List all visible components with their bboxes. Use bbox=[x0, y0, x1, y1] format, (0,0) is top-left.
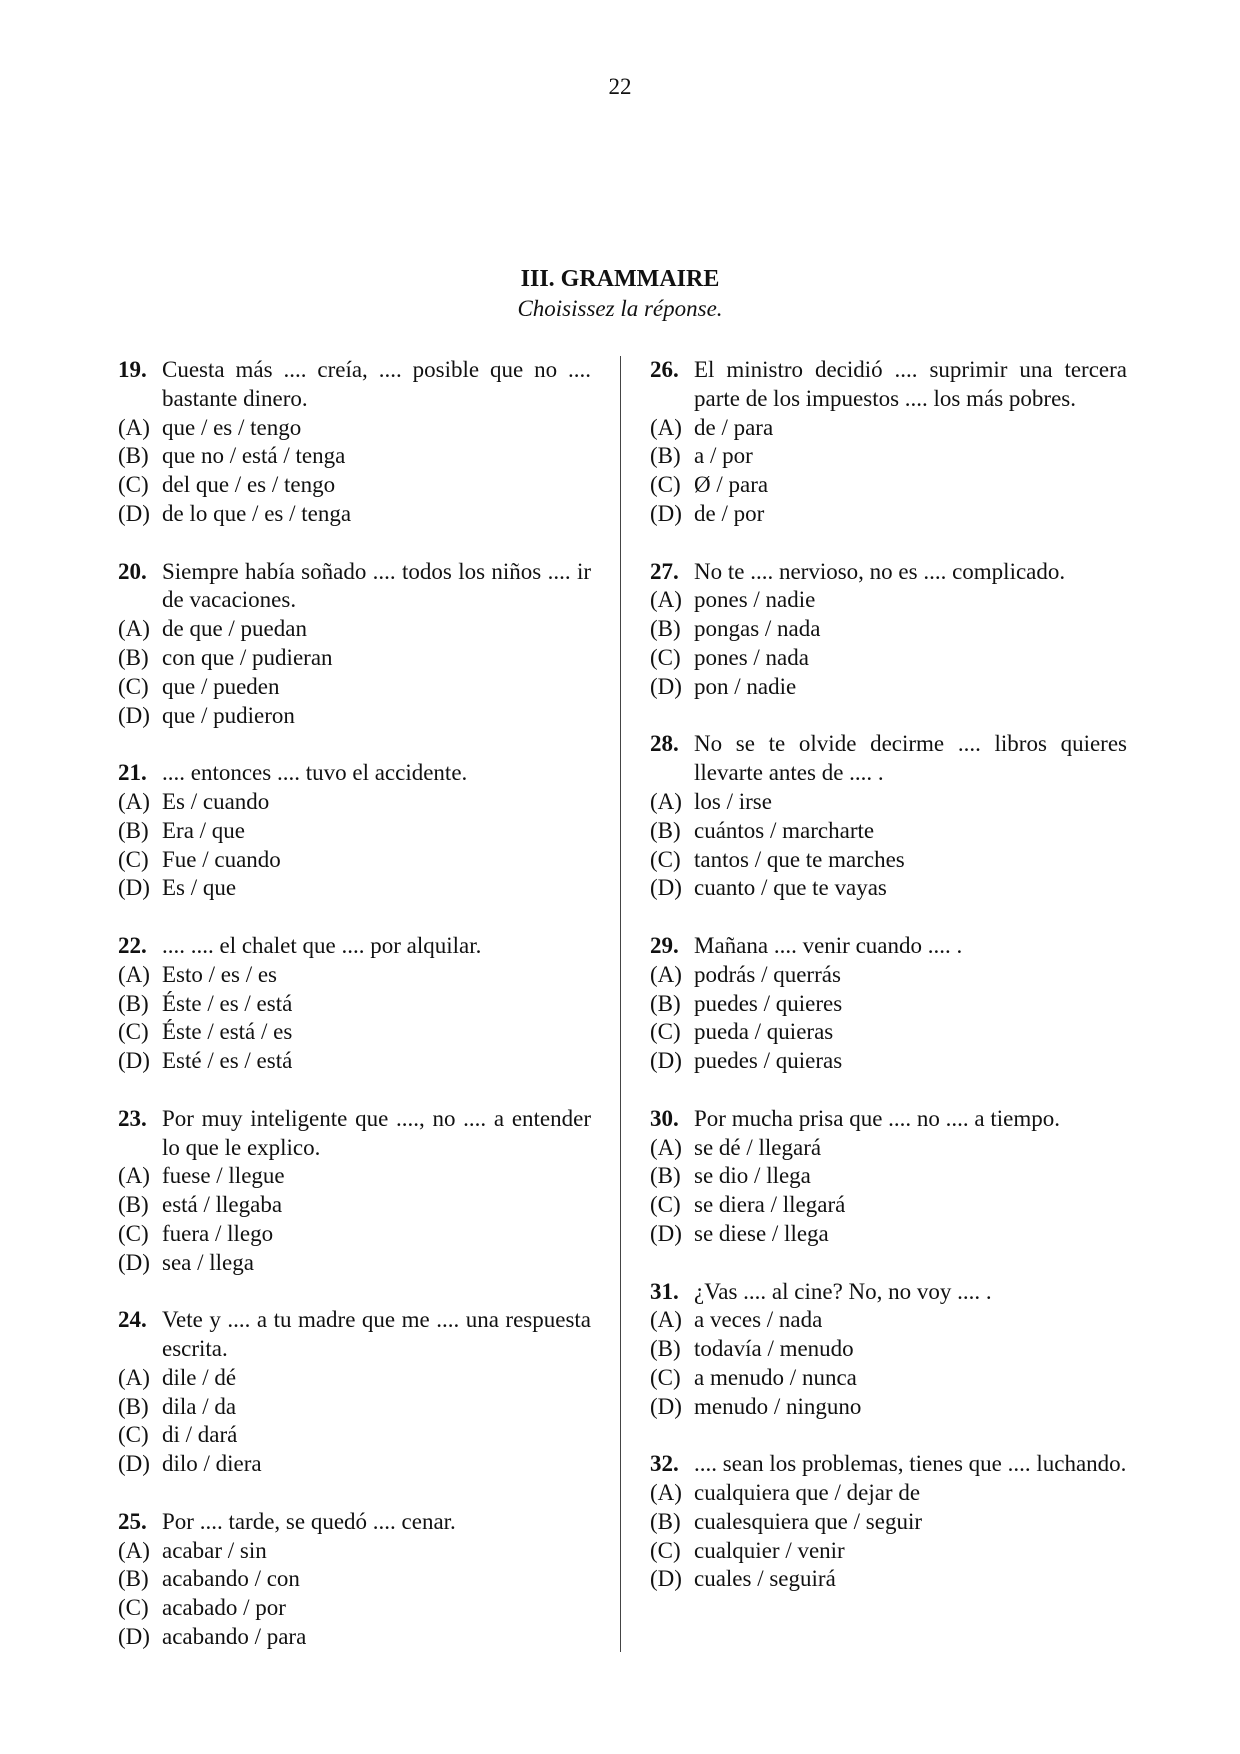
option-text: todavía / menudo bbox=[694, 1336, 854, 1362]
option-text: de que / puedan bbox=[162, 616, 307, 642]
option-text: tantos / que te marches bbox=[694, 846, 905, 872]
question-29 bbox=[650, 932, 1127, 1076]
answer-option bbox=[650, 414, 1127, 443]
question-number: 29. bbox=[650, 932, 679, 958]
option-text: a veces / nada bbox=[694, 1307, 823, 1333]
answer-option bbox=[118, 1191, 591, 1220]
question-text: El ministro decidió .... suprimir una tercera parte de los impuestos .... los más pobres. bbox=[694, 357, 1127, 411]
option-text: cuanto / que te vayas bbox=[694, 875, 887, 901]
question-28 bbox=[650, 730, 1127, 903]
option-letter: (C) bbox=[118, 673, 149, 699]
option-letter: (A) bbox=[650, 788, 682, 814]
option-text: cualesquiera que / seguir bbox=[694, 1508, 922, 1534]
answer-option bbox=[650, 1393, 1127, 1422]
answer-option bbox=[650, 673, 1127, 702]
question-text: Por muy inteligente que ...., no .... a entender lo que le explico. bbox=[162, 1105, 591, 1160]
question-30 bbox=[650, 1105, 1127, 1249]
option-letter: (D) bbox=[650, 1048, 682, 1074]
option-text: acabar / sin bbox=[162, 1537, 267, 1563]
option-letter: (B) bbox=[650, 990, 681, 1016]
option-text: se dé / llegará bbox=[694, 1134, 822, 1160]
answer-option bbox=[118, 1594, 591, 1623]
section-header bbox=[0, 264, 1240, 324]
option-text: que / es / tengo bbox=[162, 414, 302, 440]
option-letter: (A) bbox=[118, 1537, 150, 1563]
answer-option bbox=[118, 500, 591, 529]
question-number: 26. bbox=[650, 357, 679, 382]
option-text: pueda / quieras bbox=[694, 1019, 834, 1045]
answer-option bbox=[118, 673, 591, 702]
question-text: Por mucha prisa que .... no .... a tiempo. bbox=[694, 1105, 1061, 1131]
question-text: Vete y .... a tu madre que me .... una respuesta escrita. bbox=[162, 1307, 591, 1362]
question-text: .... entonces .... tuvo el accidente. bbox=[162, 760, 468, 786]
answer-option bbox=[650, 471, 1127, 500]
answer-option bbox=[118, 788, 591, 817]
answer-option bbox=[118, 702, 591, 731]
answer-option bbox=[118, 471, 591, 500]
option-text: Es / cuando bbox=[162, 788, 270, 814]
option-letter: (D) bbox=[118, 1451, 150, 1477]
answer-option bbox=[650, 1335, 1127, 1364]
option-letter: (A) bbox=[650, 961, 682, 987]
answer-option bbox=[650, 442, 1127, 471]
option-text: dile / dé bbox=[162, 1364, 237, 1390]
answer-option bbox=[650, 1220, 1127, 1249]
question-stem bbox=[650, 1105, 1127, 1134]
question-stem bbox=[118, 356, 591, 414]
answer-option bbox=[118, 1162, 591, 1191]
option-text: cuántos / marcharte bbox=[694, 817, 875, 843]
answer-option bbox=[118, 1623, 591, 1652]
option-text: se diese / llega bbox=[694, 1220, 829, 1246]
option-text: Ø / para bbox=[694, 472, 769, 498]
option-letter: (B) bbox=[118, 1192, 149, 1218]
answer-option bbox=[650, 644, 1127, 673]
question-text: Cuesta más .... creía, .... posible que no .... bastante dinero. bbox=[162, 357, 591, 411]
option-text: dila / da bbox=[162, 1393, 237, 1419]
option-letter: (C) bbox=[650, 1364, 681, 1390]
question-stem bbox=[118, 932, 591, 961]
page-number: 22 bbox=[608, 74, 632, 99]
option-letter: (B) bbox=[650, 616, 681, 642]
question-stem bbox=[118, 1306, 591, 1364]
answer-option bbox=[118, 874, 591, 903]
answer-option bbox=[118, 1018, 591, 1047]
option-letter: (B) bbox=[118, 817, 149, 843]
option-letter: (D) bbox=[118, 875, 150, 901]
option-text: que / pueden bbox=[162, 673, 280, 699]
question-stem bbox=[650, 932, 1127, 961]
answer-option bbox=[118, 442, 591, 471]
answer-option bbox=[650, 500, 1127, 529]
question-31 bbox=[650, 1278, 1127, 1422]
option-letter: (C) bbox=[650, 644, 681, 670]
answer-option bbox=[650, 846, 1127, 875]
option-letter: (C) bbox=[118, 1019, 149, 1045]
option-letter: (B) bbox=[118, 644, 149, 670]
option-letter: (D) bbox=[650, 673, 682, 699]
answer-option bbox=[118, 990, 591, 1019]
answer-option bbox=[118, 1537, 591, 1566]
option-letter: (B) bbox=[118, 1393, 149, 1419]
question-text: No te .... nervioso, no es .... complicado. bbox=[694, 558, 1066, 584]
option-text: pones / nadie bbox=[694, 587, 816, 613]
option-text: acabando / para bbox=[162, 1624, 307, 1650]
question-text: ¿Vas .... al cine? No, no voy .... . bbox=[694, 1278, 992, 1304]
option-text: cualquiera que / dejar de bbox=[694, 1480, 921, 1506]
answer-option bbox=[650, 874, 1127, 903]
option-letter: (A) bbox=[118, 788, 150, 814]
option-letter: (A) bbox=[650, 1480, 682, 1506]
question-stem bbox=[650, 1450, 1127, 1479]
question-22 bbox=[118, 932, 591, 1076]
answer-option bbox=[650, 1018, 1127, 1047]
question-text: .... sean los problemas, tienes que .... luchando. bbox=[694, 1451, 1127, 1477]
option-letter: (C) bbox=[650, 1019, 681, 1045]
answer-option bbox=[118, 1220, 591, 1249]
question-number: 32. bbox=[650, 1451, 679, 1477]
question-number: 22. bbox=[118, 932, 147, 958]
option-letter: (D) bbox=[650, 1220, 682, 1246]
question-number: 27. bbox=[650, 558, 679, 584]
answer-option bbox=[650, 1191, 1127, 1220]
question-stem bbox=[650, 1278, 1127, 1307]
question-23 bbox=[118, 1105, 591, 1278]
answer-option bbox=[650, 1047, 1127, 1076]
question-20 bbox=[118, 558, 591, 731]
option-text: cuales / seguirá bbox=[694, 1566, 836, 1592]
answer-option bbox=[650, 1364, 1127, 1393]
answer-option bbox=[118, 414, 591, 443]
option-letter: (C) bbox=[118, 1595, 149, 1621]
option-text: a menudo / nunca bbox=[694, 1364, 857, 1390]
option-letter: (A) bbox=[118, 1163, 150, 1189]
question-stem bbox=[118, 759, 591, 788]
option-letter: (D) bbox=[650, 1393, 682, 1419]
question-stem bbox=[650, 356, 1127, 414]
option-letter: (B) bbox=[650, 1336, 681, 1362]
option-text: dilo / diera bbox=[162, 1451, 262, 1477]
answer-option bbox=[650, 990, 1127, 1019]
section-title: III. GRAMMAIRE bbox=[520, 266, 720, 292]
option-letter: (D) bbox=[118, 500, 150, 526]
answer-option bbox=[650, 586, 1127, 615]
question-stem bbox=[650, 558, 1127, 587]
option-text: de lo que / es / tenga bbox=[162, 500, 352, 526]
option-text: de / para bbox=[694, 414, 774, 440]
answer-option bbox=[650, 817, 1127, 846]
option-letter: (C) bbox=[650, 846, 681, 872]
answer-option bbox=[118, 1450, 591, 1479]
question-number: 20. bbox=[118, 558, 147, 584]
option-letter: (B) bbox=[650, 817, 681, 843]
answer-option bbox=[650, 1479, 1127, 1508]
answer-option bbox=[118, 1421, 591, 1450]
answer-option bbox=[650, 1537, 1127, 1566]
option-text: Éste / es / está bbox=[162, 990, 293, 1016]
answer-option bbox=[650, 1306, 1127, 1335]
option-text: se diera / llegará bbox=[694, 1192, 846, 1218]
option-text: fuera / llego bbox=[162, 1220, 274, 1246]
answer-option bbox=[650, 961, 1127, 990]
option-letter: (D) bbox=[650, 875, 682, 901]
question-text: No se te olvide decirme .... libros quieres llevarte antes de .... . bbox=[694, 731, 1127, 786]
answer-option bbox=[118, 817, 591, 846]
option-text: Esto / es / es bbox=[162, 961, 277, 987]
option-text: de / por bbox=[694, 500, 765, 526]
right-question-column bbox=[650, 356, 1127, 1623]
question-number: 31. bbox=[650, 1278, 679, 1304]
option-text: Esté / es / está bbox=[162, 1048, 293, 1074]
option-text: puedes / quieras bbox=[694, 1048, 843, 1074]
option-text: cualquier / venir bbox=[694, 1537, 845, 1563]
option-letter: (B) bbox=[650, 1508, 681, 1534]
question-text: Por .... tarde, se quedó .... cenar. bbox=[162, 1508, 456, 1534]
option-letter: (B) bbox=[650, 443, 681, 469]
answer-option bbox=[118, 1393, 591, 1422]
option-text: pones / nada bbox=[694, 644, 809, 670]
option-text: menudo / ninguno bbox=[694, 1393, 862, 1419]
answer-option bbox=[118, 1565, 591, 1594]
option-letter: (A) bbox=[118, 414, 150, 440]
option-text: Éste / está / es bbox=[162, 1019, 293, 1045]
question-stem bbox=[118, 1105, 591, 1163]
option-text: que / pudieron bbox=[162, 702, 295, 728]
question-21 bbox=[118, 759, 591, 903]
option-letter: (A) bbox=[118, 616, 150, 642]
option-letter: (A) bbox=[650, 587, 682, 613]
answer-option bbox=[118, 1249, 591, 1278]
answer-option bbox=[650, 615, 1127, 644]
question-19 bbox=[118, 356, 591, 529]
option-text: acabando / con bbox=[162, 1566, 300, 1592]
option-letter: (B) bbox=[118, 990, 149, 1016]
option-letter: (A) bbox=[650, 1307, 682, 1333]
option-text: puedes / quieres bbox=[694, 990, 843, 1016]
option-letter: (A) bbox=[118, 961, 150, 987]
option-letter: (D) bbox=[118, 1249, 150, 1275]
option-text: acabado / por bbox=[162, 1595, 286, 1621]
question-26 bbox=[650, 356, 1127, 529]
question-text: Mañana .... venir cuando .... . bbox=[694, 932, 963, 958]
option-text: los / irse bbox=[694, 788, 772, 814]
question-number: 21. bbox=[118, 760, 147, 786]
answer-option bbox=[118, 961, 591, 990]
option-text: está / llegaba bbox=[162, 1192, 283, 1218]
question-number: 28. bbox=[650, 731, 679, 757]
option-letter: (A) bbox=[118, 1364, 150, 1390]
option-letter: (D) bbox=[118, 1624, 150, 1650]
question-stem bbox=[118, 1508, 591, 1537]
column-divider bbox=[620, 356, 621, 1652]
option-text: fuese / llegue bbox=[162, 1163, 285, 1189]
option-text: del que / es / tengo bbox=[162, 472, 336, 498]
answer-option bbox=[118, 1364, 591, 1393]
option-text: con que / pudieran bbox=[162, 644, 333, 670]
option-letter: (B) bbox=[650, 1163, 681, 1189]
option-text: pon / nadie bbox=[694, 673, 797, 699]
question-27 bbox=[650, 558, 1127, 702]
option-text: sea / llega bbox=[162, 1249, 254, 1275]
option-letter: (D) bbox=[118, 702, 150, 728]
option-text: que no / está / tenga bbox=[162, 443, 346, 469]
question-number: 24. bbox=[118, 1307, 147, 1333]
question-text: Siempre había soñado .... todos los niños .... ir de vacaciones. bbox=[162, 558, 591, 613]
option-letter: (C) bbox=[650, 472, 681, 498]
question-24 bbox=[118, 1306, 591, 1479]
option-text: pongas / nada bbox=[694, 616, 821, 642]
option-text: podrás / querrás bbox=[694, 961, 841, 987]
answer-option bbox=[118, 615, 591, 644]
question-number: 30. bbox=[650, 1105, 679, 1131]
option-letter: (D) bbox=[650, 500, 682, 526]
question-number: 19. bbox=[118, 357, 147, 382]
option-letter: (C) bbox=[118, 1422, 149, 1448]
answer-option bbox=[118, 846, 591, 875]
answer-option bbox=[650, 1134, 1127, 1163]
option-text: Es / que bbox=[162, 875, 237, 901]
option-letter: (A) bbox=[650, 1134, 682, 1160]
option-letter: (C) bbox=[118, 846, 149, 872]
answer-option bbox=[650, 1162, 1127, 1191]
option-letter: (C) bbox=[650, 1192, 681, 1218]
option-letter: (C) bbox=[650, 1537, 681, 1563]
question-number: 23. bbox=[118, 1105, 147, 1131]
option-text: Fue / cuando bbox=[162, 846, 281, 872]
left-question-column bbox=[118, 356, 591, 1681]
option-text: a / por bbox=[694, 443, 753, 469]
option-letter: (D) bbox=[650, 1566, 682, 1592]
question-32 bbox=[650, 1450, 1127, 1594]
option-letter: (D) bbox=[118, 1048, 150, 1074]
answer-option bbox=[118, 644, 591, 673]
option-letter: (C) bbox=[118, 472, 149, 498]
question-text: .... .... el chalet que .... por alquilar. bbox=[162, 932, 482, 958]
question-25 bbox=[118, 1508, 591, 1652]
option-letter: (B) bbox=[118, 1566, 149, 1592]
section-instructions: Choisissez la réponse. bbox=[517, 296, 723, 321]
question-stem bbox=[118, 558, 591, 616]
answer-option bbox=[650, 1508, 1127, 1537]
option-text: di / dará bbox=[162, 1422, 238, 1448]
answer-option bbox=[650, 788, 1127, 817]
answer-option bbox=[118, 1047, 591, 1076]
option-text: se dio / llega bbox=[694, 1163, 811, 1189]
question-stem bbox=[650, 730, 1127, 788]
option-text: Era / que bbox=[162, 817, 246, 843]
option-letter: (B) bbox=[118, 443, 149, 469]
answer-option bbox=[650, 1565, 1127, 1594]
option-letter: (A) bbox=[650, 414, 682, 440]
option-letter: (C) bbox=[118, 1220, 149, 1246]
question-number: 25. bbox=[118, 1508, 147, 1534]
